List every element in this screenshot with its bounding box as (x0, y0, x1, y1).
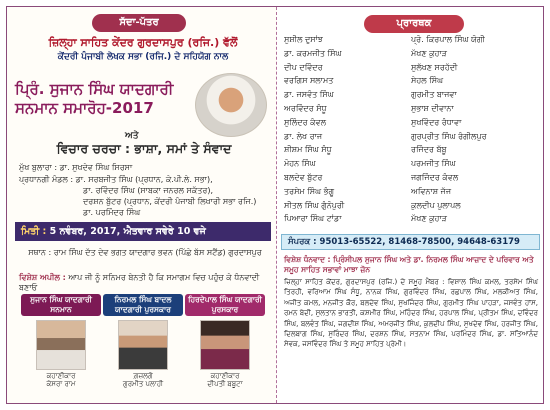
requester-name: ਸੁਸ਼ੀਲ ਦੁਸਾਂਝ (284, 35, 323, 44)
invitation-tag: ਸੱਦਾ-ਪੱਤਰ (92, 14, 186, 32)
requester-name: ਬਲਦੇਵ ਬੁੱਟਰ (284, 172, 323, 182)
requester-name: ਦੀਪ ਦਵਿੰਦਰ (284, 62, 323, 72)
requester-name: ਕੁਲਦੀਪ ਪੁਲਾਪਲ (411, 200, 461, 210)
list-item (284, 187, 538, 201)
left-panel (7, 7, 277, 403)
awardee-role: ਕਹਾਣੀਕਾਰ (210, 372, 240, 380)
chief-speaker: ਮੁੱਖ ਬੁਲਾਰਾ : ਡਾ. ਸੁਖਦੇਵ ਸਿੰਘ ਸਿਰਸਾ (19, 163, 133, 172)
appeal-label: ਵਿਸ਼ੇਸ਼ ਅਪੀਲ : (19, 273, 66, 282)
presidium-line: ਦਰਸ਼ਨ ਬੁੱਟਰ (ਪ੍ਰਧਾਨ, ਕੇਂਦਰੀ ਪੰਜਾਬੀ ਲਿਖਾਰੀ ਸਭਾ ਰਜਿ.) (83, 197, 257, 206)
requester-name: ਮੱਖਣ ਕੁਹਾੜ (411, 214, 447, 224)
requester-name: ਸੀਤਲ ਸਿੰਘ ਗੁੰਨੋਪੁਰੀ (284, 200, 345, 210)
presidium-line: ਡਾ. ਰਵਿੰਦਰ ਸਿੰਘ (ਸਾਬਕਾ ਜਨਰਲ ਸਕੱਤਰ), (83, 186, 213, 195)
requester-name: ਸ਼ੀਸ਼ਮ ਸਿੰਘ ਸੰਧੂ (284, 145, 332, 155)
special-appeal (19, 273, 271, 293)
requester-name: ਮੱਖਣ ਕੁਹਾੜ (411, 48, 447, 58)
requester-name: ਪ੍ਰੋ. ਕਿਰਪਾਲ ਸਿੰਘ ਯੋਗੀ (411, 35, 485, 44)
awardee-photo (118, 320, 168, 370)
requesters-list (284, 35, 538, 228)
organizer-line: ਜ਼ਿਲ੍ਹਾ ਸਾਹਿਤ ਕੇਂਦਰ ਗੁਰਦਾਸਪੁਰ (ਰਜਿ.) ਵੱਲੋਂ (48, 36, 238, 49)
award-ribbon: ਹਿਰਦੇਪਾਲ ਸਿੰਘ ਯਾਦਗਾਰੀ ਪੁਰਸਕਾਰ (185, 294, 265, 316)
requester-name: ਪਰਮਜੀਤ ਸਿੰਘ (411, 159, 456, 169)
date-text: 5 ਨਵੰਬਰ, 2017, ਐਤਵਾਰ ਸਵੇਰੇ 10 ਵਜੇ (49, 226, 206, 237)
event-title-line2: ਸਨਮਾਨ ਸਮਾਰੋਹ-2017 (15, 99, 154, 117)
award-ribbon: ਸੁਜਾਨ ਸਿੰਘ ਯਾਦਗਾਰੀ ਸਨਮਾਨ (21, 294, 101, 316)
date-band (15, 222, 271, 241)
requester-name: ਗੁਰਪ੍ਰੀਤ ਸਿੰਘ ਰੰਗੀਲਪੁਰ (411, 131, 487, 141)
list-item (284, 63, 538, 77)
requester-name: ਰਜਿੰਦਰ ਬੱਬੂ (411, 145, 447, 155)
special-thanks: ਵਿਸ਼ੇਸ਼ ਧੰਨਵਾਦ : ਪ੍ਰਿੰਸੀਪਲ ਸੁਜਾਨ ਸਿੰਘ ਅਤੇ ਡਾ. ਨਿਰਮਲ ਸਿੰਘ ਆਜ਼ਾਦ ਦੇ ਪਰਿਵਾਰ ਅਤੇ ਸਮੂਹ ਸਾਹਿਤ ਸਭਾਵਾਂ ਮਾਝਾ ਜ਼ੋਨ (284, 255, 534, 274)
requester-name: ਸੁਲਿੰਦਰ ਕੰਵਲ (284, 117, 326, 127)
list-item (284, 145, 538, 159)
requester-name: ਮੋਹਨ ਸਿੰਘ (284, 159, 316, 169)
presidium-line: ਡਾ. ਪਰਮਿੰਦਰ ਸਿੰਘ (83, 208, 141, 217)
presidium-line: ਪ੍ਰਧਾਨਗੀ ਮੰਡਲ : ਡਾ. ਸਰਬਜੀਤ ਸਿੰਘ (ਪ੍ਰਧਾਨ, ਕੇ.ਪੀ.ਲੇ. ਸਭਾ), (19, 175, 213, 184)
requester-name: ਅਰਵਿੰਦਰ ਸੰਧੂ (284, 103, 327, 113)
venue-text: ਸਥਾਨ : ਰਾਮ ਸਿੰਘ ਦੱਤ ਦੇਵ ਭਗਤ ਯਾਦਗਾਰ ਭਵਨ (ਪਿੱਛੇ ਬੱਸ ਸਟੈਂਡ) ਗੁਰਦਾਸਪੁਰ (28, 248, 262, 257)
requester-name: ਸੁਖਵਿੰਦਰ ਰੰਧਾਵਾ (411, 117, 462, 127)
list-item (284, 173, 538, 187)
members-text: ਜ਼ਿਲ੍ਹਾ ਸਾਹਿਤ ਕੇਂਦਰ, ਗੁਰਦਾਸਪੁਰ (ਰਜਿ.) ਦੇ ਸਮੂਹ ਮੈਂਬਰ : ਵਿਸ਼ਾਲ ਸਿੰਘ ਕਮਲ, ਤਰਸੇਮ ਸਿੰਘ ਤਿਰਹੀ, ਵਰਿਆਮ ਸਿੰਘ ਸੰਧੂ, ਨਾਨਕ ਸਿੰਘ, ਗੁਰਵਿੰਦਰ ਸਿੰਘ, ਰਛਪਾਲ ਸਿੰਘ, ਮਲਕੀਅਤ ਸਿੰਘ, ਅਜੀਤ ਕਮਲ, ਮਨਜੀਤ ਕੌਰ, ਬਲਦੇਵ ਸਿੰਘ, ਸੁਖਜਿੰਦਰ ਸਿੰਘ, ਗੁਰਮੀਤ ਸਿੰਘ ਪਾਹੜਾ, ਜਸਵੰਤ ਹਾਂਸ, ਰਮਨ ਬੇਦੀ, ਸੁਲਤਾਨ ਭਾਰਤੀ, ਕਸ਼ਮੀਰ ਸਿੰਘ, ਮਹਿੰਦਰ ਸਿੰਘ, ਹਰਪਾਲ ਸਿੰਘ, ਪ੍ਰੀਤਮ ਸਿੰਘ, ਦਵਿੰਦਰ ਸਿੰਘ, ਬਲਵੰਤ ਸਿੰਘ, ਜਗਦੀਸ਼ ਸਿੰਘ, ਅਮਰਜੀਤ ਸਿੰਘ, ਕੁਲਦੀਪ ਸਿੰਘ, ਸੁਖਦੇਵ ਸਿੰਘ, ਹਰਜੀਤ ਸਿੰਘ, ਦਿਲਬਾਗ ਸਿੰਘ, ਸੁਰਿੰਦਰ ਸਿੰਘ, ਦਰਸ਼ਨ ਸਿੰਘ, ਸਤਨਾਮ ਸਿੰਘ, ਪਰਮਿੰਦਰ ਸਿੰਘ, ਡਾ. ਸਤਿਆਨੰਦ ਸੇਵਕ, ਜਸਵਿੰਦਰ ਸਿੰਘ ਤੇ ਸਮੂਹ ਸਾਹਿਤ ਪ੍ਰੇਮੀ। (284, 278, 538, 349)
awardee-role: ਗ਼ਜ਼ਲਗੋ (133, 372, 153, 380)
award-card (185, 294, 265, 388)
awardee-photo (36, 320, 86, 370)
requesters-tag: ਪ੍ਰਾਰਥਕ (364, 15, 464, 33)
list-item (284, 159, 538, 173)
awardee-role: ਕਹਾਣੀਕਾਰ (46, 372, 76, 380)
list-item (284, 118, 538, 132)
list-item (284, 76, 538, 90)
collaboration-line: ਕੇਂਦਰੀ ਪੰਜਾਬੀ ਲੇਖਕ ਸਭਾ (ਰਜਿ.) ਦੇ ਸਹਿਯੋਗ ਨਾਲ (57, 52, 229, 62)
list-item (284, 49, 538, 63)
awardee-photo (200, 320, 250, 370)
contact-label: ਸੰਪਰਕ : (288, 237, 317, 247)
and-text: ਅਤੇ (125, 131, 139, 141)
list-item (284, 90, 538, 104)
requester-name: ਡਾ. ਜਸਵੰਤ ਸਿੰਘ (284, 90, 334, 100)
requester-name: ਪਿਆਰਾ ਸਿੰਘ ਟਾਂਡਾ (284, 214, 342, 224)
awardee-name: ਗੁਰਮੀਤ ਪਲਾਹੀ (122, 380, 164, 388)
requester-name: ਸੇਹਲ ਸਿੰਘ (411, 76, 444, 86)
event-title-line1: ਪ੍ਰਿੰ. ਸੁਜਾਨ ਸਿੰਘ ਯਾਦਗਾਰੀ (15, 80, 174, 98)
award-card (21, 294, 101, 388)
award-ribbon: ਨਿਰਮਲ ਸਿੰਘ ਬਾਦਲ ਯਾਦਗਾਰੀ ਪੁਰਸਕਾਰ (103, 294, 183, 316)
requester-name: ਅਵਿਨਾਸ਼ ਜੱਜ (411, 186, 452, 196)
contact-bar (281, 234, 540, 250)
list-item (284, 201, 538, 215)
requester-name: ਗੁਰਮੀਤ ਬਾਜਵਾ (411, 90, 457, 100)
appeal-text: ਆਪ ਜੀ ਨੂੰ ਸਨਿਮਰ ਬੇਨਤੀ ਹੈ ਕਿ ਸਮਾਗਮ ਵਿਚ ਪਹੁੰਚ ਕੇ ਧੰਨਵਾਦੀ ਬਣਾਓ (19, 273, 260, 292)
invitation-card (6, 6, 544, 404)
requester-name: ਡਾ. ਕਰਮਜੀਤ ਸਿੰਘ (284, 48, 342, 58)
date-label: ਮਿਤੀ : (21, 226, 47, 237)
awardee-name: ਕੇਸਰਾ ਰਾਮ (46, 380, 76, 388)
list-item (284, 214, 538, 228)
discussion-title: ਵਿਚਾਰ ਚਰਚਾ : ਭਾਸ਼ਾ, ਸਮਾਂ ਤੇ ਸੰਵਾਦ (56, 141, 232, 156)
list-item (284, 132, 538, 146)
award-card (103, 294, 183, 388)
requester-name: ਤਰਸੇਮ ਸਿੰਘ ਭੰਗੂ (284, 186, 335, 196)
portrait-photo (195, 73, 267, 137)
list-item (284, 35, 538, 49)
awardee-name: ਦੀਪਤੀ ਬਬੂਟਾ (207, 380, 243, 388)
requester-name: ਸੁਲੱਖਣ ਸਰਹੱਦੀ (411, 62, 458, 72)
right-panel (278, 7, 543, 403)
requester-name: ਜਗਜਿੰਦਰ ਕੰਵਲ (411, 172, 459, 182)
contact-phones: 95013-65522, 81468-78500, 94648-63179 (319, 237, 520, 247)
requester-name: ਡਾ. ਲੇਖ ਰਾਜ (284, 131, 323, 141)
list-item (284, 104, 538, 118)
requester-name: ਸੁਭਾਸ਼ ਦੀਵਾਨਾ (411, 103, 454, 113)
requester-name: ਵਰਗਿਸ ਸਲਾਮਤ (284, 76, 334, 86)
